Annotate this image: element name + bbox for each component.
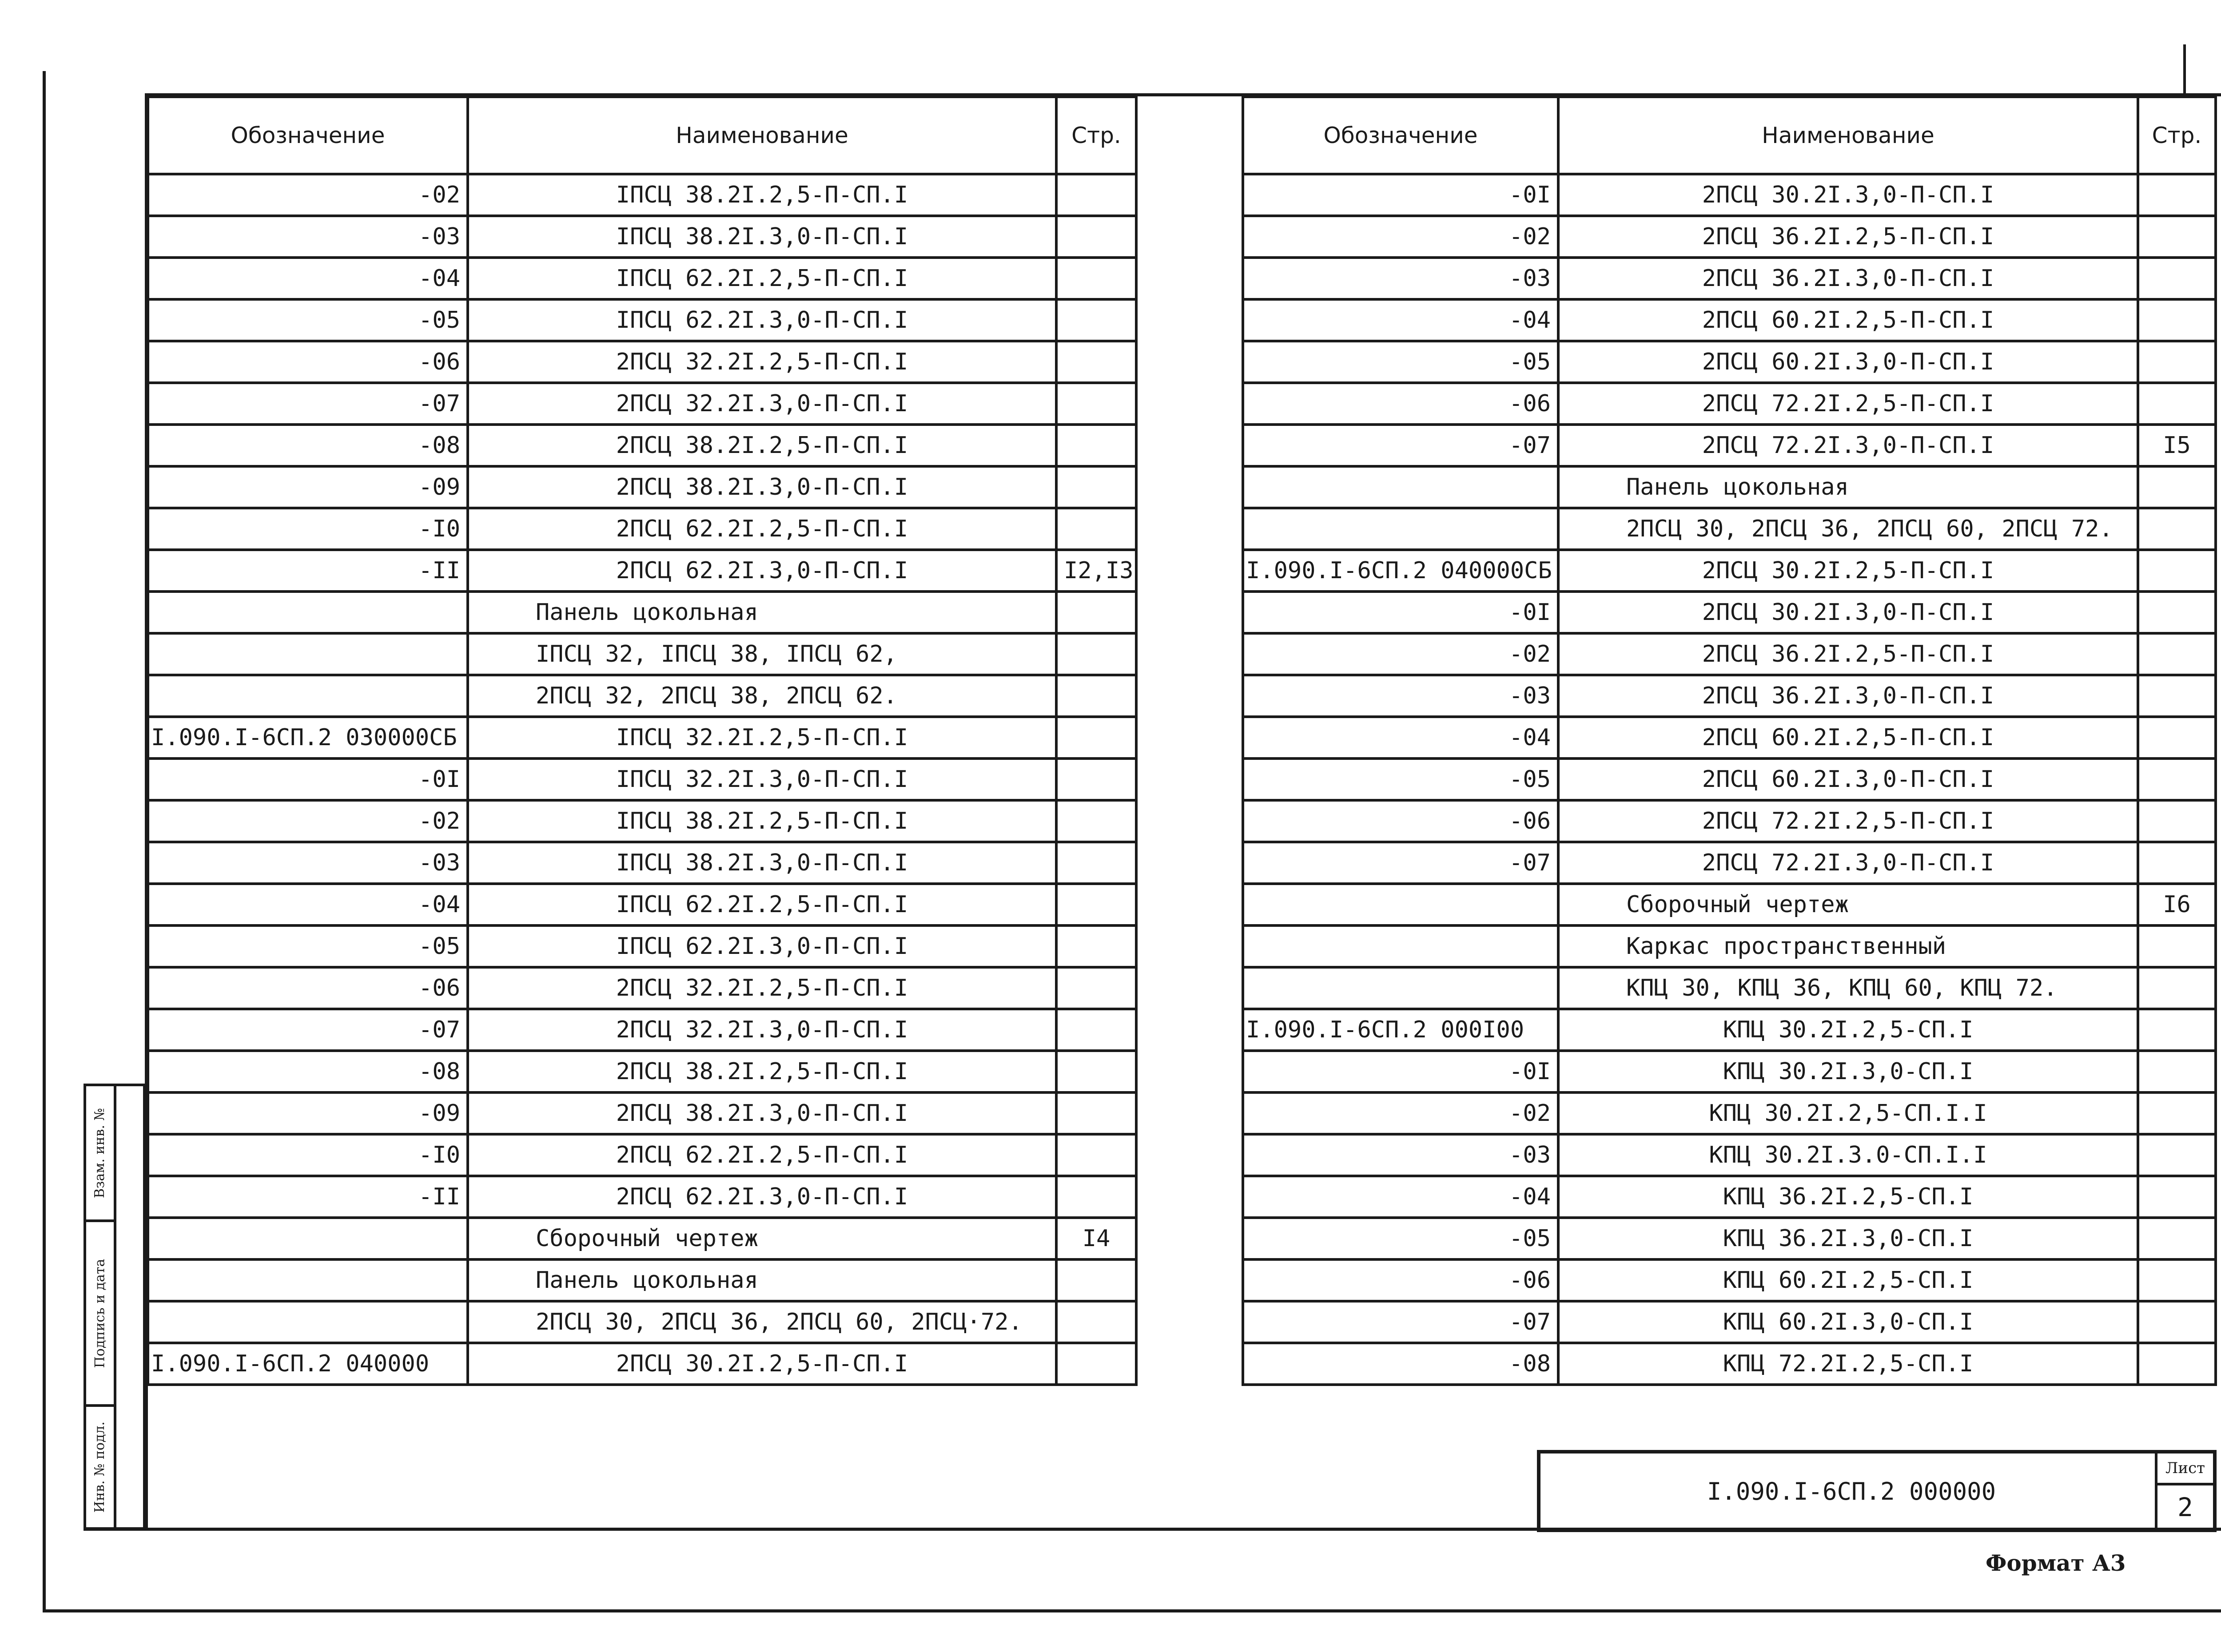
row-page [1056, 216, 1136, 258]
row-name: 2ПСЦ 32.2I.3,0-П-СП.I [468, 1009, 1056, 1051]
table-row [148, 1176, 1136, 1218]
row-designation [1243, 508, 1558, 550]
row-page [2138, 216, 2216, 258]
row-designation: -08 [148, 425, 468, 466]
row-name: 2ПСЦ 62.2I.2,5-П-СП.I [468, 508, 1056, 550]
row-designation: -05 [1243, 758, 1558, 800]
row-name: КПЦ 30.2I.3,0-СП.I [1558, 1051, 2138, 1092]
row-name: КПЦ 30.2I.3.0-СП.I.I [1558, 1134, 2138, 1176]
row-page [1056, 1259, 1136, 1301]
row-name: IПСЦ 38.2I.3,0-П-СП.I [468, 216, 1056, 258]
row-name: 2ПСЦ 72.2I.2,5-П-СП.I [1558, 800, 2138, 842]
row-name: Панель цокольная [468, 592, 1056, 633]
row-designation [148, 1218, 468, 1259]
row-name: 2ПСЦ 30.2I.3,0-П-СП.I [1558, 174, 2138, 216]
row-designation: -0I [148, 758, 468, 800]
row-page [2138, 466, 2216, 508]
row-page [2138, 800, 2216, 842]
side-label-inv-orig: Инв. № подл. [92, 1421, 108, 1513]
table-row [148, 967, 1136, 1009]
table-row [148, 633, 1136, 675]
row-page [1056, 1051, 1136, 1092]
table-row [1243, 1259, 2216, 1301]
row-name: IПСЦ 38.2I.2,5-П-СП.I [468, 800, 1056, 842]
row-designation: -07 [1243, 425, 1558, 466]
table-row [148, 258, 1136, 299]
row-page [2138, 1009, 2216, 1051]
table-row [1243, 258, 2216, 299]
row-page [1056, 258, 1136, 299]
row-page [1056, 842, 1136, 884]
row-name: 2ПСЦ 72.2I.2,5-П-СП.I [1558, 383, 2138, 425]
row-designation: -06 [1243, 800, 1558, 842]
table-row [148, 508, 1136, 550]
row-name: 2ПСЦ 32.2I.2,5-П-СП.I [468, 967, 1056, 1009]
table-row [148, 1092, 1136, 1134]
row-name: КПЦ 60.2I.2,5-СП.I [1558, 1259, 2138, 1301]
row-name: 2ПСЦ 62.2I.2,5-П-СП.I [468, 1134, 1056, 1176]
table-row [1243, 425, 2216, 466]
header-page: Стр. [2138, 97, 2216, 174]
table-row [148, 675, 1136, 717]
table-row [1243, 383, 2216, 425]
table-row [148, 341, 1136, 383]
row-page [2138, 1134, 2216, 1176]
row-designation: -I0 [148, 1134, 468, 1176]
row-page [1056, 425, 1136, 466]
row-name: IПСЦ 62.2I.2,5-П-СП.I [468, 884, 1056, 925]
row-designation: -I0 [148, 508, 468, 550]
row-designation: -02 [1243, 1092, 1558, 1134]
row-name: 2ПСЦ 36.2I.2,5-П-СП.I [1558, 633, 2138, 675]
row-name: 2ПСЦ 30.2I.3,0-П-СП.I [1558, 592, 2138, 633]
side-cell-sign-date [86, 1222, 114, 1407]
row-designation: -07 [148, 383, 468, 425]
row-designation [148, 1301, 468, 1343]
row-name: 2ПСЦ 38.2I.2,5-П-СП.I [468, 1051, 1056, 1092]
row-designation: -07 [1243, 842, 1558, 884]
row-page [2138, 550, 2216, 592]
row-name: IПСЦ 62.2I.3,0-П-СП.I [468, 925, 1056, 967]
row-name: 2ПСЦ 60.2I.2,5-П-СП.I [1558, 299, 2138, 341]
row-name: 2ПСЦ 38.2I.2,5-П-СП.I [468, 425, 1056, 466]
row-page [2138, 592, 2216, 633]
row-name: Каркас пространственный [1558, 925, 2138, 967]
table-row [148, 1218, 1136, 1259]
title-block [1537, 1450, 2217, 1532]
table-row [1243, 1134, 2216, 1176]
row-page [2138, 967, 2216, 1009]
row-name: КПЦ 30.2I.2,5-СП.I.I [1558, 1092, 2138, 1134]
corner-mark [2183, 44, 2186, 95]
row-designation: I.090.I-6СП.2 000I00 [1243, 1009, 1558, 1051]
row-designation: -08 [148, 1051, 468, 1092]
row-page [1056, 758, 1136, 800]
row-designation: -03 [1243, 675, 1558, 717]
row-page [1056, 1009, 1136, 1051]
row-page [2138, 633, 2216, 675]
left-table-header [148, 97, 1136, 174]
side-label-sign-date: Подпись и дата [92, 1259, 108, 1368]
row-page [1056, 967, 1136, 1009]
row-name: IПСЦ 32.2I.2,5-П-СП.I [468, 717, 1056, 758]
row-designation [1243, 884, 1558, 925]
table-row [148, 383, 1136, 425]
left-spec-table [147, 95, 1138, 1386]
row-name: 2ПСЦ 36.2I.2,5-П-СП.I [1558, 216, 2138, 258]
row-designation: -04 [148, 258, 468, 299]
row-name: 2ПСЦ 60.2I.3,0-П-СП.I [1558, 341, 2138, 383]
table-row [1243, 1051, 2216, 1092]
row-designation: I.090.I-6СП.2 040000 [148, 1343, 468, 1385]
table-row [148, 717, 1136, 758]
table-row [148, 884, 1136, 925]
table-row [148, 174, 1136, 216]
row-page [1056, 800, 1136, 842]
table-row [148, 1134, 1136, 1176]
row-name: 2ПСЦ 38.2I.3,0-П-СП.I [468, 466, 1056, 508]
row-page [2138, 1051, 2216, 1092]
row-designation: -0I [1243, 174, 1558, 216]
row-designation: -02 [148, 800, 468, 842]
row-designation: -04 [148, 884, 468, 925]
row-designation: I.090.I-6СП.2 030000СБ [148, 717, 468, 758]
side-cell-vzam-inv [86, 1086, 114, 1222]
row-page [1056, 717, 1136, 758]
row-designation [148, 592, 468, 633]
table-row [1243, 1092, 2216, 1134]
table-row [1243, 341, 2216, 383]
header-name: Наименование [468, 97, 1056, 174]
row-page [1056, 1092, 1136, 1134]
header-name: Наименование [1558, 97, 2138, 174]
table-row [1243, 925, 2216, 967]
table-row [1243, 466, 2216, 508]
row-page [2138, 842, 2216, 884]
row-designation: -II [148, 550, 468, 592]
row-page [2138, 174, 2216, 216]
row-name: КПЦ 36.2I.2,5-СП.I [1558, 1176, 2138, 1218]
table-row [1243, 592, 2216, 633]
row-name: IПСЦ 62.2I.3,0-П-СП.I [468, 299, 1056, 341]
row-designation: -05 [1243, 1218, 1558, 1259]
row-designation: I.090.I-6СП.2 040000СБ [1243, 550, 1558, 592]
row-designation: -05 [1243, 341, 1558, 383]
row-designation: -06 [148, 967, 468, 1009]
row-designation: -03 [148, 216, 468, 258]
row-designation: -03 [1243, 1134, 1558, 1176]
row-page [1056, 633, 1136, 675]
row-designation: -07 [1243, 1301, 1558, 1343]
row-page [1056, 1134, 1136, 1176]
row-designation: -06 [148, 341, 468, 383]
row-designation: -05 [148, 925, 468, 967]
table-row [148, 1301, 1136, 1343]
table-row [1243, 800, 2216, 842]
row-name: IПСЦ 38.2I.3,0-П-СП.I [468, 842, 1056, 884]
table-row [148, 592, 1136, 633]
row-name: IПСЦ 62.2I.2,5-П-СП.I [468, 258, 1056, 299]
row-designation [148, 675, 468, 717]
table-row [1243, 842, 2216, 884]
table-row [148, 550, 1136, 592]
row-page: I2,I3 [1056, 550, 1136, 592]
format-label: Формат А3 [1986, 1550, 2126, 1576]
table-row [148, 925, 1136, 967]
sheet-cell [2155, 1453, 2213, 1529]
row-page [2138, 1092, 2216, 1134]
row-name: Панель цокольная [1558, 466, 2138, 508]
table-row [1243, 1176, 2216, 1218]
row-name: 2ПСЦ 60.2I.3,0-П-СП.I [1558, 758, 2138, 800]
row-page [1056, 1176, 1136, 1218]
row-page [2138, 1176, 2216, 1218]
row-page [2138, 258, 2216, 299]
row-page: I4 [1056, 1218, 1136, 1259]
table-row [1243, 967, 2216, 1009]
row-name: КПЦ 30.2I.2,5-СП.I [1558, 1009, 2138, 1051]
row-name: Панель цокольная [468, 1259, 1056, 1301]
row-name: 2ПСЦ 62.2I.3,0-П-СП.I [468, 1176, 1056, 1218]
row-name: КПЦ 72.2I.2,5-СП.I [1558, 1343, 2138, 1385]
row-page [2138, 925, 2216, 967]
table-row [148, 299, 1136, 341]
row-designation: -04 [1243, 717, 1558, 758]
row-designation: -03 [1243, 258, 1558, 299]
row-name: 2ПСЦ 30, 2ПСЦ 36, 2ПСЦ 60, 2ПСЦ·72. [468, 1301, 1056, 1343]
row-page [2138, 675, 2216, 717]
row-designation: -06 [1243, 383, 1558, 425]
table-row [1243, 550, 2216, 592]
frame-left-line [43, 71, 46, 1612]
row-designation: -04 [1243, 299, 1558, 341]
sheet-label: Лист [2157, 1453, 2213, 1485]
table-row [1243, 675, 2216, 717]
row-name: КПЦ 30, КПЦ 36, КПЦ 60, КПЦ 72. [1558, 967, 2138, 1009]
document-code: I.090.I-6СП.2 000000 [1707, 1477, 1996, 1505]
row-name: IПСЦ 38.2I.2,5-П-СП.I [468, 174, 1056, 216]
row-designation: -04 [1243, 1176, 1558, 1218]
table-row [1243, 1343, 2216, 1385]
sheet-number: 2 [2177, 1492, 2193, 1522]
row-name: 2ПСЦ 32.2I.3,0-П-СП.I [468, 383, 1056, 425]
row-name: 2ПСЦ 38.2I.3,0-П-СП.I [468, 1092, 1056, 1134]
row-page [2138, 341, 2216, 383]
table-row [148, 800, 1136, 842]
table-row [1243, 1218, 2216, 1259]
row-name: Сборочный чертеж [1558, 884, 2138, 925]
row-page: I6 [2138, 884, 2216, 925]
row-name: Сборочный чертеж [468, 1218, 1056, 1259]
row-page [1056, 675, 1136, 717]
row-designation: -0I [1243, 592, 1558, 633]
row-name: 2ПСЦ 32.2I.2,5-П-СП.I [468, 341, 1056, 383]
row-page [1056, 299, 1136, 341]
row-page [2138, 299, 2216, 341]
row-designation: -03 [148, 842, 468, 884]
row-name: IПСЦ 32.2I.3,0-П-СП.I [468, 758, 1056, 800]
row-name: 2ПСЦ 62.2I.3,0-П-СП.I [468, 550, 1056, 592]
side-stamp [84, 1084, 146, 1530]
row-designation: -0I [1243, 1051, 1558, 1092]
row-designation: -08 [1243, 1343, 1558, 1385]
right-spec-table [1242, 95, 2217, 1386]
row-designation [1243, 925, 1558, 967]
header-designation: Обозначение [148, 97, 468, 174]
row-page [2138, 1218, 2216, 1259]
table-row [1243, 717, 2216, 758]
side-cell-inv-orig [86, 1407, 114, 1527]
table-row [1243, 1009, 2216, 1051]
row-designation: -II [148, 1176, 468, 1218]
table-row [1243, 508, 2216, 550]
table-row [148, 842, 1136, 884]
row-designation [1243, 466, 1558, 508]
row-page [1056, 884, 1136, 925]
row-designation: -02 [1243, 216, 1558, 258]
row-designation: -09 [148, 1092, 468, 1134]
row-name: 2ПСЦ 30.2I.2,5-П-СП.I [468, 1343, 1056, 1385]
row-name: 2ПСЦ 30, 2ПСЦ 36, 2ПСЦ 60, 2ПСЦ 72. [1558, 508, 2138, 550]
row-designation: -09 [148, 466, 468, 508]
row-name: КПЦ 36.2I.3,0-СП.I [1558, 1218, 2138, 1259]
row-name: 2ПСЦ 36.2I.3,0-П-СП.I [1558, 258, 2138, 299]
row-name: 2ПСЦ 32, 2ПСЦ 38, 2ПСЦ 62. [468, 675, 1056, 717]
row-page [1056, 592, 1136, 633]
table-row [1243, 884, 2216, 925]
table-row [1243, 299, 2216, 341]
row-page [2138, 383, 2216, 425]
table-row [148, 758, 1136, 800]
table-row [1243, 216, 2216, 258]
row-name: 2ПСЦ 72.2I.3,0-П-СП.I [1558, 842, 2138, 884]
row-designation: -02 [148, 174, 468, 216]
header-designation: Обозначение [1243, 97, 1558, 174]
table-row [1243, 758, 2216, 800]
row-page [1056, 508, 1136, 550]
row-name: КПЦ 60.2I.3,0-СП.I [1558, 1301, 2138, 1343]
row-name: 2ПСЦ 36.2I.3,0-П-СП.I [1558, 675, 2138, 717]
side-label-vzam-inv: Взам. инв. № [92, 1108, 108, 1198]
table-row [1243, 633, 2216, 675]
row-page [2138, 508, 2216, 550]
side-stamp-divider [114, 1086, 116, 1527]
table-row [148, 466, 1136, 508]
row-page [1056, 925, 1136, 967]
row-page [1056, 174, 1136, 216]
row-name: 2ПСЦ 30.2I.2,5-П-СП.I [1558, 550, 2138, 592]
row-designation: -06 [1243, 1259, 1558, 1301]
row-name: IПСЦ 32, IПСЦ 38, IПСЦ 62, [468, 633, 1056, 675]
row-designation [148, 633, 468, 675]
table-row [148, 1343, 1136, 1385]
row-page: I5 [2138, 425, 2216, 466]
row-designation [1243, 967, 1558, 1009]
row-name: 2ПСЦ 60.2I.2,5-П-СП.I [1558, 717, 2138, 758]
table-row [1243, 1301, 2216, 1343]
table-row [1243, 174, 2216, 216]
row-page [2138, 1343, 2216, 1385]
row-designation [148, 1259, 468, 1301]
table-row [148, 216, 1136, 258]
row-page [1056, 1301, 1136, 1343]
row-page [2138, 758, 2216, 800]
row-page [2138, 717, 2216, 758]
row-designation: -07 [148, 1009, 468, 1051]
row-designation: -05 [148, 299, 468, 341]
header-page: Стр. [1056, 97, 1136, 174]
row-page [1056, 466, 1136, 508]
table-row [148, 425, 1136, 466]
row-page [1056, 383, 1136, 425]
frame-bottom-line [43, 1609, 2221, 1612]
left-table-body [148, 174, 1136, 1385]
row-page [1056, 341, 1136, 383]
right-table-header [1243, 97, 2216, 174]
row-page [1056, 1343, 1136, 1385]
row-page [2138, 1301, 2216, 1343]
row-name: 2ПСЦ 72.2I.3,0-П-СП.I [1558, 425, 2138, 466]
right-table-body [1243, 174, 2216, 1385]
row-page [2138, 1259, 2216, 1301]
table-row [148, 1051, 1136, 1092]
table-row [148, 1259, 1136, 1301]
row-designation: -02 [1243, 633, 1558, 675]
table-row [148, 1009, 1136, 1051]
